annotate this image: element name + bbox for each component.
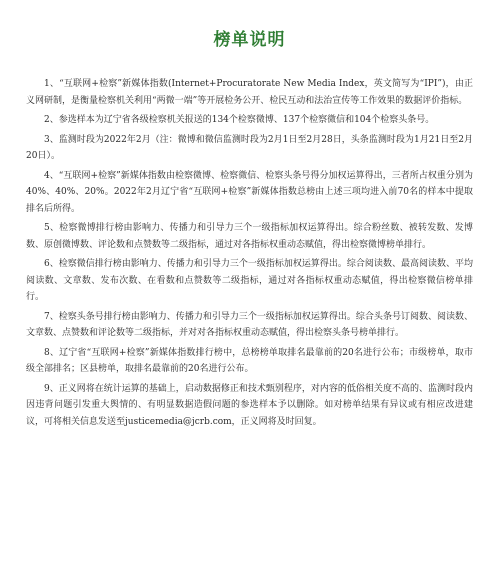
paragraph-8: 8、辽宁省“互联网+检察”新媒体指数排行榜中，总榜榜单取排名最靠前的20名进行公布；市级榜单，取市级全部排名；区县榜单，取排名最靠前的20名进行公布。	[26, 347, 473, 374]
paragraph-7: 7、检察头条号排行榜由影响力、传播力和引导力三个一级指标加权运算得出。综合头条号订阅数、阅读数、文章数、点赞数和评论数等二级指标，并对对各指标权重动态赋值，得出检察头条号榜单排行。	[26, 311, 473, 338]
paragraph-6: 6、检察微信排行榜由影响力、传播力和引导力三个一级指标加权运算得出。综合阅读数、最高阅读数、平均阅读数、文章数、发布次数、在看数和点赞数等二级指标，通过对各指标权重动态赋值，得出检察微信榜单排行。	[26, 259, 473, 302]
paragraph-5: 5、检察微博排行榜由影响力、传播力和引导力三个一级指标加权运算得出。综合粉丝数、被转发数、发博数、原创微博数、评论数和点赞数等二级指标，通过对各指标权重动态赋值，得出检察微博榜单排行。	[26, 223, 473, 250]
paragraph-4: 4、“互联网+检察”新媒体指数由检察微博、检察微信、检察头条号得分加权运算得出，三者所占权重分别为40%、40%、20%。2022年2月辽宁省“互联网+检察”新媒体指数总榜由上述三项均进入前70名的样本中提取排名后所得。	[26, 170, 473, 214]
page-title: 榜单说明	[213, 30, 286, 50]
paragraph-1: 1、“互联网+检察”新媒体指数(Internet+Procuratorate New Media Index，英文简写为“IPI”)，由正义网研制，是衡量检察机关利用“两微一端”等开展检务公开、检民互动和法治宣传等工作效果的数据评价指标。	[26, 79, 473, 106]
paragraph-2: 2、参选样本为辽宁省各级检察机关报送的134个检察微博、137个检察微信和104个检察头条号。	[44, 115, 435, 125]
paragraph-9: 9、正义网将在统计运算的基础上，启动数据修正和技术甄别程序，对内容的低俗相关度不高的、监测时段内因违背问题引发重大舆情的、有明显数据造假问题的参选样本予以删除。如对榜单结果有异议或有相应改进建议，可将相关信息发送至justicemedia@jcrb.com，正义网将及时回复。	[26, 383, 473, 427]
paragraph-3: 3、监测时段为2022年2月（注：微博和微信监测时段为2月1日至2月28日，头条监测时段为1月21日至2月20日）。	[26, 134, 473, 161]
